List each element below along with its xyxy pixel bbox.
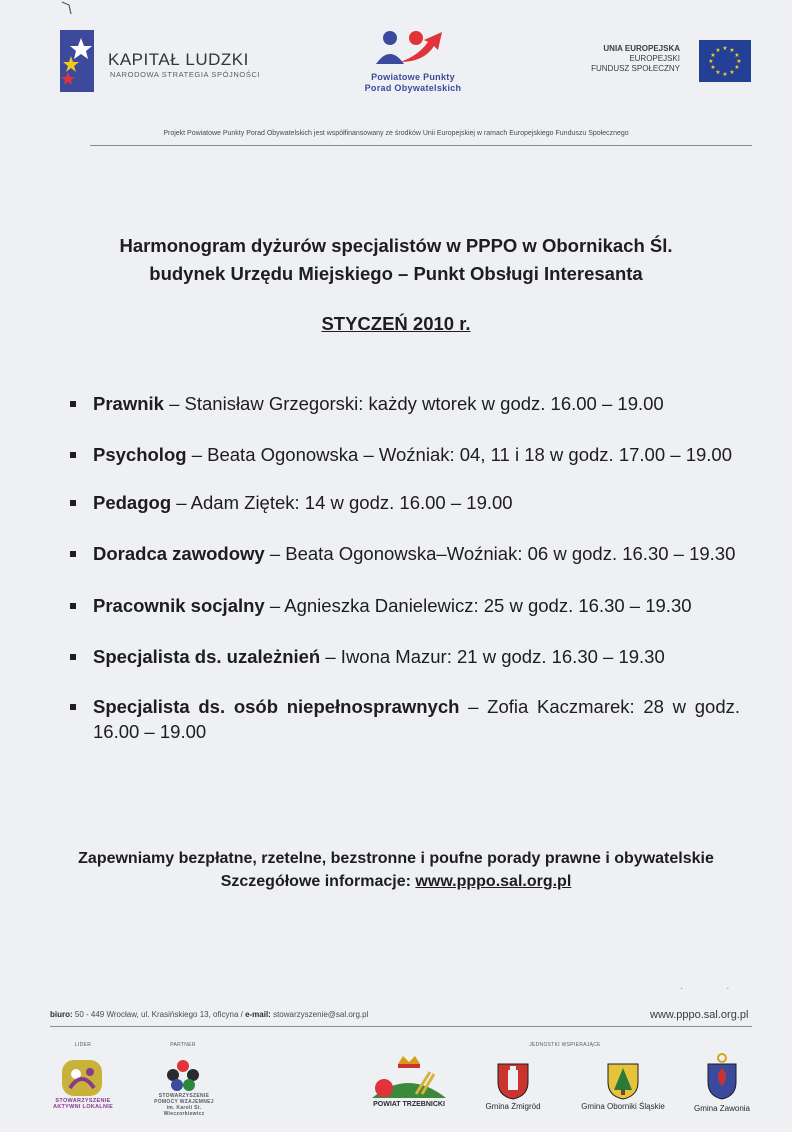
svg-text:★: ★ bbox=[710, 52, 716, 59]
closing-info-label: Szczegółowe informacje: bbox=[220, 873, 416, 890]
gmina-zmigrod-crest bbox=[496, 1062, 530, 1100]
bullet-icon bbox=[70, 704, 76, 710]
partner-name-line1: STOWARZYSZENIE bbox=[158, 1093, 210, 1099]
address-text: 50 - 449 Wrocław, ul. Krasińskiego 13, oficyna / bbox=[72, 1010, 246, 1019]
partner-name-line3: im. Karoli St. Wieczorkiewicz bbox=[163, 1105, 205, 1117]
partner-label: PARTNER bbox=[170, 1042, 196, 1048]
svg-text:★: ★ bbox=[722, 71, 728, 78]
ppo-name-line1: Powiatowe Punkty bbox=[371, 72, 455, 82]
page-title bbox=[80, 232, 712, 288]
closing-line1: Zapewniamy bezpłatne, rzetelne, bezstronne i poufne porady prawne i obywatelskie bbox=[78, 850, 714, 867]
eu-line2: EUROPEJSKI bbox=[629, 54, 680, 63]
svg-text:★: ★ bbox=[729, 69, 735, 76]
office-address bbox=[50, 1010, 368, 1019]
ppo-name-line2: Porad Obywatelskich bbox=[364, 83, 462, 93]
gmina-zawonia-crest bbox=[706, 1052, 738, 1100]
footer-divider bbox=[50, 1026, 752, 1027]
lider-name-line2: AKTYWNI LOKALNIE bbox=[52, 1104, 114, 1110]
schedule-details: – Agnieszka Danielewicz: 25 w godz. 16.30 – 19.30 bbox=[264, 595, 692, 616]
project-funding-note: Projekt Powiatowe Punkty Porad Obywatelskich jest współfinansowany ze środków Unii Europejskiej w ramach Europejskiego Funduszu Społecznego bbox=[163, 130, 629, 137]
lider-name-line1: STOWARZYSZENIE bbox=[55, 1098, 111, 1104]
schedule-details: – Adam Ziętek: 14 w godz. 16.00 – 19.00 bbox=[171, 492, 513, 513]
svg-text:★: ★ bbox=[715, 69, 721, 76]
corner-mark bbox=[60, 0, 74, 16]
gmina-zawonia-name: Gmina Zawonia bbox=[693, 1104, 751, 1113]
bullet-icon bbox=[70, 551, 76, 557]
kapital-ludzki-title: KAPITAŁ LUDZKI bbox=[108, 50, 249, 69]
powiat-trzebnicki-logo bbox=[368, 1054, 450, 1102]
aktywni-lokalnie-logo bbox=[60, 1058, 104, 1098]
schedule-role: Specjalista ds. osób niepełnosprawnych bbox=[93, 696, 460, 717]
email-address[interactable]: stowarzyszenie@sal.org.pl bbox=[270, 1010, 369, 1019]
schedule-role: Prawnik bbox=[93, 393, 164, 414]
gmina-oborniki-crest bbox=[606, 1062, 640, 1100]
kapital-ludzki-subtitle: NARODOWA STRATEGIA SPÓJNOŚCI bbox=[110, 70, 261, 79]
email-label: e-mail: bbox=[245, 1010, 271, 1019]
schedule-details: – Beata Ogonowska–Woźniak: 06 w godz. 16.30 – 19.30 bbox=[264, 543, 736, 564]
eu-text bbox=[560, 44, 680, 74]
supporting-units-label: JEDNOSTKI WSPIERAJĄCE bbox=[529, 1042, 601, 1048]
lider-label: LIDER bbox=[74, 1042, 92, 1048]
svg-text:★: ★ bbox=[729, 47, 735, 54]
eu-line1: UNIA EUROPEJSKA bbox=[603, 44, 680, 53]
partner-logo bbox=[163, 1058, 203, 1092]
closing-line2 bbox=[30, 870, 762, 893]
title-line2: budynek Urzędu Miejskiego – Punkt Obsługi Interesanta bbox=[149, 263, 643, 284]
address-label: biuro: bbox=[50, 1010, 73, 1019]
ppo-name bbox=[330, 72, 496, 94]
month-heading: STYCZEŃ 2010 r. bbox=[321, 313, 471, 334]
eu-line3: FUNDUSZ SPOŁECZNY bbox=[591, 64, 680, 73]
gmina-zmigrod-name: Gmina Żmigród bbox=[485, 1102, 541, 1111]
closing-note bbox=[30, 847, 762, 893]
svg-text:★: ★ bbox=[710, 64, 716, 71]
schedule-role: Pracownik socjalny bbox=[93, 595, 265, 616]
bullet-icon bbox=[70, 500, 76, 506]
svg-text:★: ★ bbox=[734, 64, 740, 71]
svg-text:★: ★ bbox=[715, 47, 721, 54]
scan-specks: · · bbox=[680, 983, 750, 994]
bullet-icon bbox=[70, 452, 76, 458]
schedule-details: – Beata Ogonowska – Woźniak: 04, 11 i 18 w godz. 17.00 – 19.00 bbox=[186, 444, 732, 465]
bullet-icon bbox=[70, 401, 76, 407]
eu-flag-icon bbox=[699, 40, 751, 82]
bullet-icon bbox=[70, 654, 76, 660]
gmina-oborniki-name: Gmina Oborniki Śląskie bbox=[581, 1102, 665, 1111]
website-link[interactable]: www.pppo.sal.org.pl bbox=[415, 873, 572, 890]
footer-website[interactable]: www.pppo.sal.org.pl bbox=[650, 1009, 749, 1021]
schedule-role: Specjalista ds. uzależnień bbox=[93, 646, 321, 667]
svg-text:★: ★ bbox=[708, 58, 714, 65]
kapital-ludzki-logo bbox=[60, 30, 94, 92]
schedule-role: Doradca zawodowy bbox=[93, 543, 265, 564]
schedule-role: Psycholog bbox=[93, 444, 187, 465]
svg-text:★: ★ bbox=[736, 58, 742, 65]
partner-name-line2: POMOCY WZAJEMNEJ bbox=[154, 1099, 214, 1105]
bullet-icon bbox=[70, 603, 76, 609]
schedule-role: Pedagog bbox=[93, 492, 172, 513]
svg-text:★: ★ bbox=[722, 45, 728, 52]
schedule-details: – Stanisław Grzegorski: każdy wtorek w godz. 16.00 – 19.00 bbox=[163, 393, 664, 414]
schedule-details: – Iwona Mazur: 21 w godz. 16.30 – 19.30 bbox=[320, 646, 665, 667]
schedule-details: – Zofia Kaczmarek: 28 w godz. 16.00 – 19.00 bbox=[93, 696, 740, 742]
header-divider bbox=[90, 145, 752, 146]
ppo-logo bbox=[370, 26, 454, 74]
partner-name bbox=[148, 1093, 220, 1117]
title-line1: Harmonogram dyżurów specjalistów w PPPO w Obornikach Śl. bbox=[119, 235, 673, 256]
svg-text:★: ★ bbox=[734, 52, 740, 59]
lider-name bbox=[46, 1098, 120, 1110]
powiat-name: POWIAT TRZEBNICKI bbox=[373, 1101, 445, 1108]
